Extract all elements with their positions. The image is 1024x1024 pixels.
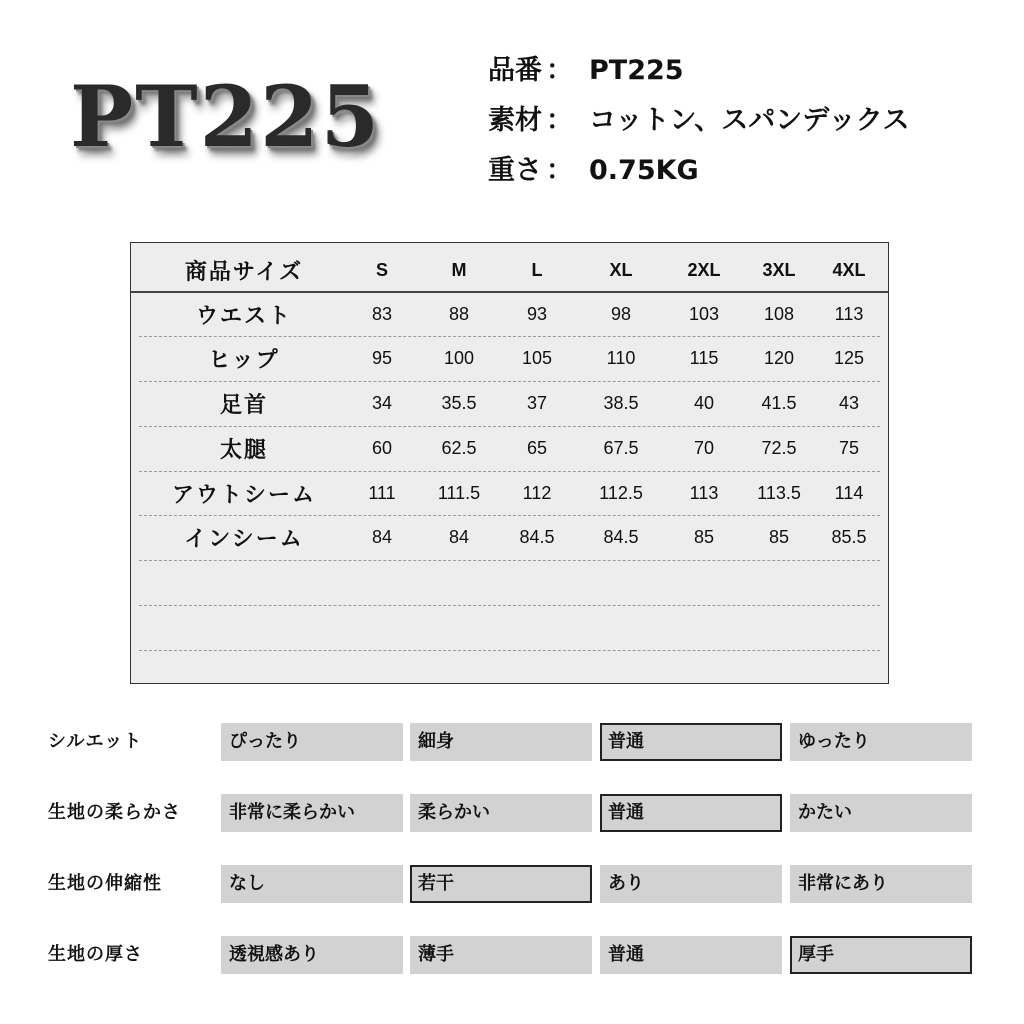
attribute-option: あり xyxy=(600,865,782,903)
spec-material xyxy=(488,96,910,146)
attribute-label: 生地の厚さ xyxy=(48,944,143,965)
product-specs xyxy=(488,46,910,196)
measurement-value: 88 xyxy=(448,303,470,324)
row-divider xyxy=(139,336,880,337)
attribute-option: 普通 xyxy=(600,936,782,974)
row-divider xyxy=(139,650,880,651)
measurement-value: 108 xyxy=(763,303,795,324)
attribute-option-selected: 厚手 xyxy=(790,936,972,974)
spec-separator: ： xyxy=(546,155,573,186)
measurement-value: 84.5 xyxy=(519,526,555,547)
attribute-option: 非常にあり xyxy=(790,865,972,903)
size-table-header xyxy=(131,249,888,293)
attribute-option: 薄手 xyxy=(410,936,592,974)
measurement-value: 103 xyxy=(688,303,720,324)
size-table-row xyxy=(131,292,888,336)
row-divider xyxy=(139,381,880,382)
attribute-label: シルエット xyxy=(48,731,143,752)
attribute-option: ゆったり xyxy=(790,723,972,761)
measurement-value: 41.5 xyxy=(761,392,797,413)
measurement-value: 35.5 xyxy=(441,392,477,413)
measurement-value: 85 xyxy=(768,526,790,547)
attribute-label: 生地の伸縮性 xyxy=(48,873,162,894)
attribute-option: ぴったり xyxy=(221,723,403,761)
measurement-value: 67.5 xyxy=(603,437,639,458)
size-table-row xyxy=(131,471,888,515)
spec-product-number xyxy=(488,46,910,96)
measurement-value: 112 xyxy=(522,482,552,503)
measurement-value: 38.5 xyxy=(603,392,639,413)
measurement-value: 43 xyxy=(838,392,860,413)
spec-value: 0.75KG xyxy=(589,155,699,186)
measurement-value: 65 xyxy=(526,437,548,458)
attribute-option-selected: 若干 xyxy=(410,865,592,903)
attribute-option: かたい xyxy=(790,794,972,832)
attribute-option-selected: 普通 xyxy=(600,794,782,832)
attribute-option: なし xyxy=(221,865,403,903)
measurement-value: 113 xyxy=(834,303,864,324)
attribute-option-selected: 普通 xyxy=(600,723,782,761)
measurement-value: 120 xyxy=(763,347,795,368)
measurement-value: 93 xyxy=(526,303,548,324)
spec-weight xyxy=(488,146,910,196)
measurement-value: 111 xyxy=(368,482,396,503)
spec-key: 素材 xyxy=(488,105,542,136)
measurement-value: 85 xyxy=(693,526,715,547)
measurement-value: 110 xyxy=(606,347,636,368)
attribute-label: 生地の柔らかさ xyxy=(48,802,181,823)
measurement-value: 112.5 xyxy=(599,482,643,503)
measurement-value: 100 xyxy=(443,347,475,368)
measurement-label: 足首 xyxy=(219,392,268,418)
spec-value: コットン、スパンデックス xyxy=(589,105,910,136)
measurement-value: 75 xyxy=(838,437,860,458)
measurement-value: 70 xyxy=(693,437,715,458)
measurement-value: 62.5 xyxy=(441,437,477,458)
size-column-header: L xyxy=(531,259,543,280)
measurement-value: 85.5 xyxy=(831,526,867,547)
size-column-header: 3XL xyxy=(762,259,796,280)
size-column-header: XL xyxy=(609,259,633,280)
row-divider xyxy=(139,515,880,516)
spec-separator: ： xyxy=(546,105,573,136)
measurement-value: 111.5 xyxy=(437,482,481,503)
measurement-label: ヒップ xyxy=(208,347,280,373)
measurement-value: 83 xyxy=(371,303,393,324)
attribute-option: 非常に柔らかい xyxy=(221,794,403,832)
attribute-option: 細身 xyxy=(410,723,592,761)
measurement-value: 125 xyxy=(833,347,865,368)
measurement-value: 84 xyxy=(448,526,470,547)
row-divider xyxy=(139,471,880,472)
size-table xyxy=(130,242,889,684)
measurement-value: 113.5 xyxy=(757,482,801,503)
size-header-label: 商品サイズ xyxy=(184,259,304,285)
spec-value: PT225 xyxy=(589,55,684,86)
measurement-value: 95 xyxy=(371,347,393,368)
measurement-label: 太腿 xyxy=(219,437,268,463)
measurement-label: アウトシーム xyxy=(171,482,316,508)
size-column-header: 2XL xyxy=(687,259,721,280)
attribute-option: 柔らかい xyxy=(410,794,592,832)
row-divider xyxy=(139,605,880,606)
size-table-row xyxy=(131,381,888,425)
measurement-value: 37 xyxy=(526,392,548,413)
size-table-row xyxy=(131,336,888,380)
row-divider xyxy=(139,560,880,561)
measurement-value: 84 xyxy=(371,526,393,547)
size-table-row xyxy=(131,515,888,559)
spec-separator: ： xyxy=(546,55,573,86)
measurement-value: 114 xyxy=(834,482,864,503)
size-table-row xyxy=(131,426,888,470)
measurement-value: 72.5 xyxy=(761,437,797,458)
row-divider xyxy=(139,426,880,427)
measurement-value: 60 xyxy=(371,437,393,458)
size-column-header: S xyxy=(375,259,388,280)
spec-key: 品番 xyxy=(488,55,542,86)
size-column-header: M xyxy=(451,259,467,280)
spec-key: 重さ xyxy=(488,155,542,186)
measurement-value: 34 xyxy=(371,392,393,413)
product-logo: PT225 xyxy=(70,67,382,166)
measurement-label: インシーム xyxy=(184,526,304,552)
measurement-value: 40 xyxy=(693,392,715,413)
measurement-value: 105 xyxy=(521,347,553,368)
measurement-value: 113 xyxy=(689,482,719,503)
attribute-option: 透視感あり xyxy=(221,936,403,974)
measurement-value: 115 xyxy=(689,347,719,368)
measurement-value: 84.5 xyxy=(603,526,639,547)
measurement-value: 98 xyxy=(610,303,632,324)
measurement-label: ウエスト xyxy=(195,303,292,329)
size-column-header: 4XL xyxy=(832,259,866,280)
